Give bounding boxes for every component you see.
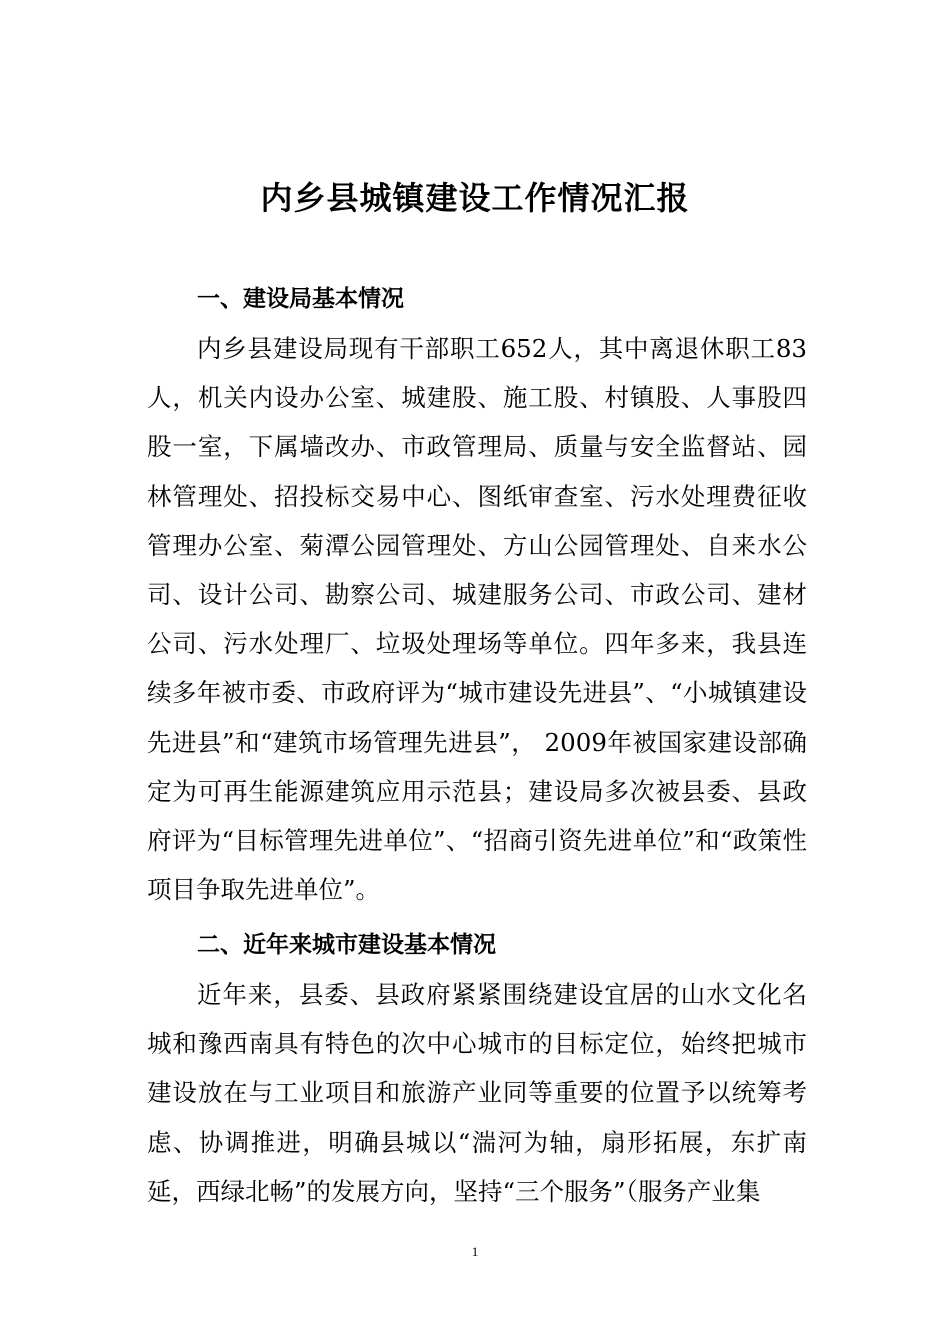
section-heading-2: 二、近年来城市建设基本情况 <box>197 932 496 958</box>
section-paragraph-2: 近年来，县委、县政府紧紧围绕建设宜居的山水文化名城和豫西南具有特色的次中心城市的目标定位，始终把城市建设放在与工业项目和旅游产业同等重要的位置予以统筹考虑、协调推进，明确县城以“湍河为轴，扇形拓展，东扩南延，西绿北畅”的发展方向，坚持“三个服务”（服务产业集 <box>147 980 807 1206</box>
section-heading-1: 一、建设局基本情况 <box>197 286 404 312</box>
page-number: 1 <box>471 1244 479 1259</box>
document-title: 内乡县城镇建设工作情况汇报 <box>260 179 690 217</box>
section-paragraph-1: 内乡县建设局现有干部职工652人，其中离退休职工83人，机关内设办公室、城建股、施工股、村镇股、人事股四股一室，下属墙改办、市政管理局、质量与安全监督站、园林管理处、招投标交易中心、图纸审查室、污水处理费征收管理办公室、菊潭公园管理处、方山公园管理处、自来水公司、设计公司、勘察公司、城建服务公司、市政公司、建材公司、污水处理厂、垃圾处理场等单位。四年多来，我县连续多年被市委、市政府评为“城市建设先进县”、“小城镇建设先进县”和“建筑市场管理先进县”， 2009年被国家建设部确定为可再生能源建筑应用示范县；建设局多次被县委、县政府评为“目标管理先进单位”、“招商引资先进单位”和“政策性项目争取先进单位”。 <box>147 334 807 905</box>
